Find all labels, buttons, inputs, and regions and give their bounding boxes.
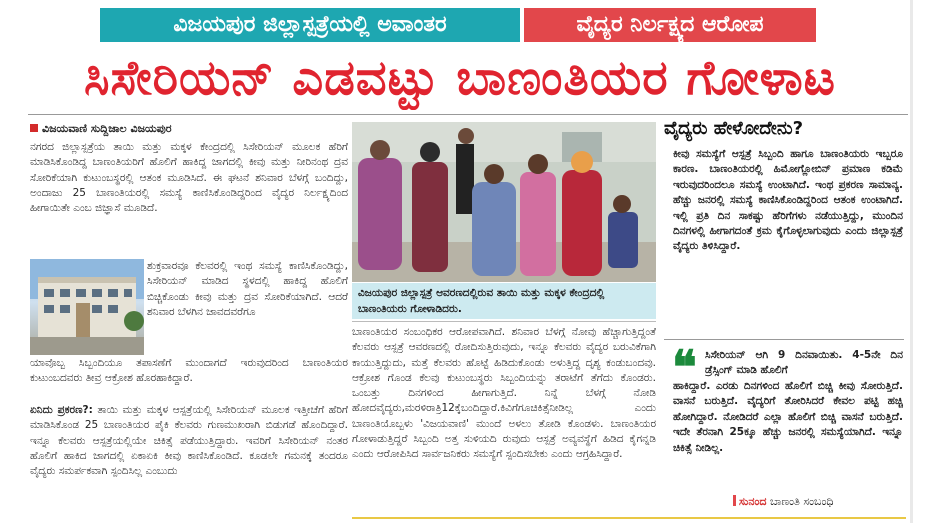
top-strip	[0, 0, 926, 5]
mothers-photo	[352, 122, 656, 282]
headline: ಸಿಸೇರಿಯನ್ ಎಡವಟ್ಟು ಬಾಣಂತಿಯರ ಗೋಳಾಟ	[83, 50, 837, 106]
bottom-rule	[352, 517, 906, 519]
sidebar-rule	[664, 339, 904, 340]
subhead-what-case: ಏನಿದು ಪ್ರಕರಣ?:	[30, 404, 93, 416]
col1-para2-cont: ಯಾವೊಬ್ಬ ಸಿಬ್ಬಂದಿಯೂ ತಪಾಸಣೆಗೆ ಮುಂದಾಗದೆ ಇರುವುದರಿಂದ ಬಾಣಂತಿಯರ ಕುಟುಂಬದವರು ತೀವ್ರ ಆಕ್ರೋಶ ಹೊರಹಾಕಿದ್ದಾರೆ.	[30, 357, 348, 385]
col1-para2-top	[147, 259, 348, 356]
sidebar-body: ಕೀವು ಸಮಸ್ಯೆಗೆ ಆಸ್ಪತ್ರೆ ಸಿಬ್ಬಂದಿ ಹಾಗೂ ಬಾಣಂತಿಯರು ಇಬ್ಬರೂ ಕಾರಣ. ಬಾಣಂತಿಯರಲ್ಲಿ ಹಿಮೋಗ್ಲೋಬಿನ್ ಪ್ರಮಾಣ ಕಡಿಮೆ ಇರುವುದರಿಂದಲೂ ಸಮಸ್ಯೆ ಉಂಟಾಗಿದೆ. ಇಂಥ ಪ್ರಕರಣ ಸಾಮಾನ್ಯ. ಹೆಚ್ಚು ಜನರಲ್ಲಿ ಸಮಸ್ಯೆ ಕಾಣಿಸಿಕೊಂಡಿದ್ದರಿಂದ ಆತಂಕ ಉಂಟಾಗಿದೆ. ಇಲ್ಲಿ ಪ್ರತಿ ದಿನ ಸಾಕಷ್ಟು ಹೆರಿಗೆಗಳು ನಡೆಯುತ್ತಿದ್ದು, ಮುಂದಿನ ದಿನಗಳಲ್ಲಿ ಹೀಗಾಗದಂತೆ ಕ್ರಮ ಕೈಗೊಳ್ಳಲಾಗುವುದು ಎಂದು ಜಿಲ್ಲಾಸ್ಪತ್ರೆ ವೈದ್ಯರು ತಿಳಿಸಿದ್ದಾರೆ.	[673, 148, 903, 253]
byline	[30, 122, 350, 138]
author-bar	[733, 495, 736, 506]
kicker-right: ವೈದ್ಯರ ನಿರ್ಲಕ್ಷ್ಯದ ಆರೋಪ	[524, 8, 816, 42]
photo-caption: ವಿಜಯಪುರ ಜಿಲ್ಲಾಸ್ಪತ್ರೆ ಆವರಣದಲ್ಲಿರುವ ತಾಯಿ ಮತ್ತು ಮಕ್ಕಳ ಕೇಂದ್ರದಲ್ಲಿ ಬಾಣಂತಿಯರು ಗೋಳಾಡಿದರು.	[352, 283, 656, 319]
hospital-building-photo	[30, 259, 144, 355]
caption-rule	[352, 321, 656, 322]
byline-text: ವಿಜಯವಾಣಿ ಸುದ್ದಿಜಾಲ ವಿಜಯಪುರ	[42, 122, 172, 135]
sidebar-quote-start: ಸಿಸೇರಿಯನ್ ಆಗಿ 9 ದಿನವಾಯಿತು. 4-5ನೇ ದಿನ ಡ್ರೆಸ್ಸಿಂಗ್ ಮಾಡಿ ಹೊಲಿಗೆ	[705, 349, 903, 377]
author-name: ಸುನಂದ	[739, 495, 767, 508]
quote-author	[733, 495, 903, 511]
page-edge	[910, 0, 913, 523]
col1-para2: ಶುಕ್ರವಾರವೂ ಕೆಲವರಲ್ಲಿ ಇಂಥ ಸಮಸ್ಯೆ ಕಾಣಿಸಿಕೊಂಡಿದ್ದು, ಸಿಸೇರಿಯನ್ ಮಾಡಿದ ಸ್ಥಳದಲ್ಲಿ ಹಾಕಿದ್ದ ಹೊಲಿಗೆ ಬಿಚ್ಚಿಕೊಂಡು ಕೀವು ಮತ್ತು ದ್ರವ ಸೋರಿಕೆಯಾಗಿದೆ. ಆದರೆ ಶನಿವಾರ ಬೆಳಗಿನ ಜಾವದವರೆಗೂ	[147, 260, 348, 318]
col1-para3	[30, 403, 348, 513]
headline-rule	[28, 114, 908, 115]
kicker-left: ವಿಜಯಪುರ ಜಿಲ್ಲಾಸ್ಪತ್ರೆಯಲ್ಲಿ ಅವಾಂತರ	[100, 8, 520, 42]
quote-mark-icon: ❝	[672, 340, 697, 394]
sidebar-quote: ಹಾಕಿದ್ದಾರೆ. ಎರಡು ದಿನಗಳಿಂದ ಹೊಲಿಗೆ ಬಿಚ್ಚಿ ಕೀವು ಸೋರುತ್ತಿದೆ. ವಾಸನೆ ಬರುತ್ತಿದೆ. ವೈದ್ಯರಿಗೆ ತೋರಿಸಿದರೆ ಕೇವಲ ಪಟ್ಟಿ ಹಚ್ಚಿ ಹೋಗಿದ್ದಾರೆ. ನೋಡಿದರೆ ಎಲ್ಲಾ ಹೊಲಿಗೆ ಬಿಚ್ಚಿ ವಾಸನೆ ಬರುತ್ತಿದೆ. ಇದೇ ತೆರನಾಗಿ 25ಕ್ಕೂ ಹೆಚ್ಚು ಜನರಲ್ಲಿ ಸಮಸ್ಯೆಯಾಗಿದೆ. ಇನ್ನೂ ಚಿಕಿತ್ಸೆ ನೀಡಿಲ್ಲ.	[673, 380, 903, 454]
col2-text: ಬಾಣಂತಿಯರ ಸಂಬಂಧಿಕರ ಆರೋಪವಾಗಿದೆ. ಶನಿವಾರ ಬೆಳಗ್ಗೆ ನೋವು ಹೆಚ್ಚಾಗುತ್ತಿದ್ದಂತೆ ಕೆಲವರು ಆಸ್ಪತ್ರೆ ಆವರಣದಲ್ಲಿ ರೋದಿಸುತ್ತಿರುವುದು, ಇನ್ನೂ ಕೆಲವರು ವೈದ್ಯರ ಬರುವಿಕೆಗಾಗಿ ಕಾಯುತ್ತಿದ್ದುದು, ಮತ್ತೆ ಕೆಲವರು ಹೊಟ್ಟೆ ಹಿಡಿದುಕೊಂಡು ಅಳುತ್ತಿದ್ದ ದೃಶ್ಯ ಕಂಡುಬಂದವು. ಆಕ್ರೋಶ ಗೊಂಡ ಕೆಲವು ಕುಟುಂಬಸ್ಥರು ಸಿಬ್ಬಂದಿಯನ್ನು ತರಾಟೆಗೆ ತೆಗೆದು ಕೊಂಡರು. ಒಂಬತ್ತು ದಿನಗಳಿಂದ ಹೀಗಾಗುತ್ತಿದೆ. ನಿನ್ನೆ ಬೆಳಗ್ಗೆ ನೋಡಿ ಹೋದವೈದ್ಯರು,ಮರಳಿರಾತ್ರಿ12ಕ್ಕೆಬಂದಿದ್ದಾರೆ.ಕಿವಿಗೆಗೂಚಿಕಿತ್ಸೆನೀಡಿಲ್ಲ ಎಂದು ಬಾಣಂತಿಯೊಬ್ಬಳು 'ವಿಜಯವಾಣಿ' ಮುಂದೆ ಅಳಲು ತೋಡಿ ಕೊಂಡಳು. ಬಾಣಂತಿಯರ ಗೋಳಾಡುತ್ತಿದ್ದರೆ ಸಿಬ್ಬಂದಿ ಅತ್ತ ಸುಳಿಯದಿ ರುವುದು ಆಸ್ಪತ್ರೆ ಅವ್ಯವಸ್ಥೆಗೆ ಹಿಡಿದ ಕೈಗನ್ನಡಿ ಎಂದು ಆರೋಪಿಸಿದ ಸಾರ್ವಜನಿಕರು ಸಮಸ್ಯೆಗೆ ಸ್ಪಂದಿಸಬೇಕು ಎಂದು ಆಗ್ರಹಿಸಿದ್ದಾರೆ.	[352, 326, 656, 461]
sidebar-heading: ವೈದ್ಯರು ಹೇಳೋದೇನು?	[664, 118, 804, 139]
col1-para1: ನಗರದ ಜಿಲ್ಲಾಸ್ಪತ್ರೆಯ ತಾಯಿ ಮತ್ತು ಮಕ್ಕಳ ಕೇಂದ್ರದಲ್ಲಿ ಸಿಸೇರಿಯನ್ ಮೂಲಕ ಹೆರಿಗೆ ಮಾಡಿಸಿಕೊಂಡಿದ್ದ ಬಾಣಂತಿಯರಿಗೆ ಹೊಲಿಗೆ ಹಾಕಿದ್ದ ಜಾಗದಲ್ಲಿ ಕೀವು ಮತ್ತು ನೀರಿನಂಥ ದ್ರವ ಸೋರಿಕೆಯಾಗಿ ಕುಟುಂಬಸ್ಥರಲ್ಲಿ ಆತಂಕ ಮೂಡಿಸಿದೆ. ಈ ಘಟನೆ ಶನಿವಾರ ಬೆಳಗ್ಗೆ ಬಂದಿದ್ದು, ಅಂದಾಜು 25 ಬಾಣಂತಿಯರಲ್ಲಿ ಸಮಸ್ಯೆ ಕಾಣಿಸಿಕೊಂಡಿದ್ದರಿಂದ ವೈದ್ಯರ ನಿರ್ಲಕ್ಷ್ಯದಿಂದ ಹೀಗಾಯಿತೇ ಎಂಬ ಜಿಜ್ಞಾಸೆ ಮೂಡಿದೆ.	[30, 141, 348, 215]
hospital-building-illustration	[30, 259, 144, 355]
mothers-photo-illustration	[352, 122, 656, 282]
bullet-square-icon	[30, 124, 38, 132]
author-role: ಬಾಣಂತಿ ಸಂಬಂಧಿ	[769, 495, 834, 508]
col1-para3-body: ತಾಯಿ ಮತ್ತು ಮಕ್ಕಳ ಆಸ್ಪತ್ರೆಯಲ್ಲಿ ಸಿಸೇರಿಯನ್ ಮೂಲಕ ಇತ್ತೀಚೆಗೆ ಹೆರಿಗೆ ಮಾಡಿಸಿಕೊಂಡ 25 ಬಾಣಂತಿಯರ ಪೈಕಿ ಕೆಲವರು ಗುಣಮುಖರಾಗಿ ಬಿಡುಗಡೆ ಹೊಂದಿದ್ದಾರೆ. ಇನ್ನೂ ಕೆಲವರು ಆಸ್ಪತ್ರೆಯಲ್ಲಿಯೇ ಚಿಕಿತ್ಸೆ ಪಡೆಯುತ್ತಿದ್ದಾರು. ಇವರಿಗೆ ಸಿಸೇರಿಯನ್ ನಂತರ ಹೊಲಿಗೆ ಹಾಕಿದ ಜಾಗದಲ್ಲಿ ಏಕಾಏಕಿ ಕೀವು ಕಾಣಿಸಿಕೊಂಡಿದೆ. ಕೂಡಲೇ ಗಮನಕ್ಕೆ ತಂದರೂ ವೈದ್ಯರು ಸಮರ್ಪಕವಾಗಿ ಸ್ಪಂದಿಸಿಲ್ಲ ಎಂಬುದು	[30, 404, 348, 478]
